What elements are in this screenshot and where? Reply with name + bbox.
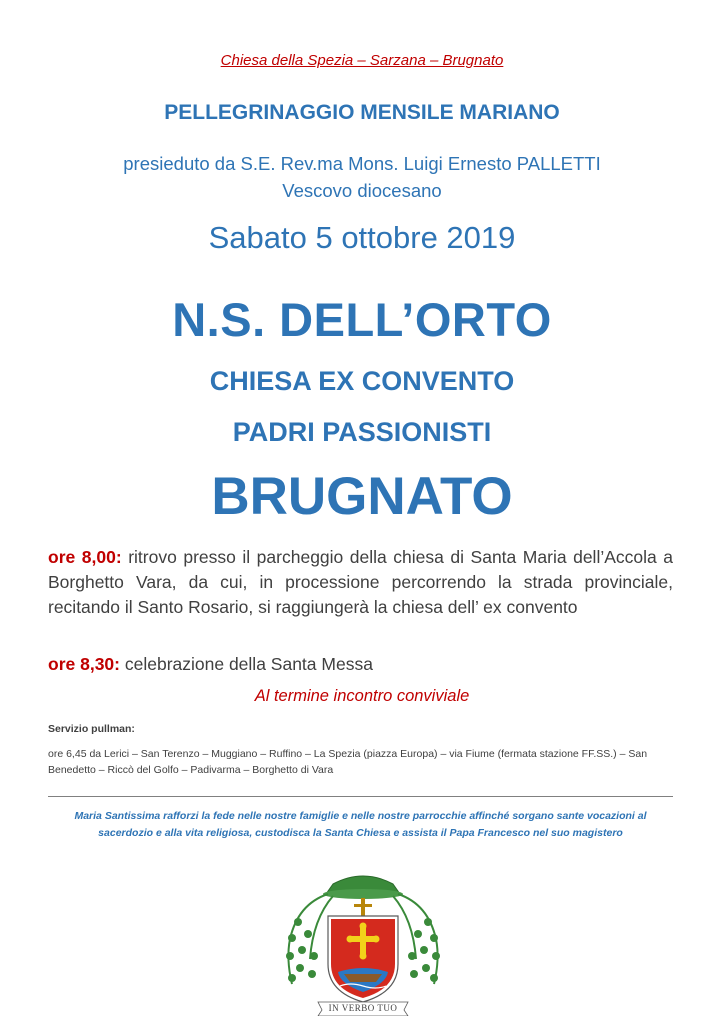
coat-motto: IN VERBO TUO bbox=[328, 1003, 398, 1013]
location-town: BRUGNATO bbox=[211, 467, 513, 526]
schedule-text: celebrazione della Santa Messa bbox=[124, 654, 373, 674]
prayer-text: Maria Santissima rafforzi la fede nelle nostre famiglie e nelle nostre parrocchie affinché sorgano sante vocazioni al sacerdozio e alla vita religiosa, custodisca la Santa Chiesa e assista il Papa Francesco nel suo magistero bbox=[74, 810, 647, 839]
bus-service-details: ore 6,45 da Lerici – San Terenzo – Muggiano – Ruffino – La Spezia (piazza Europa) – via Fiume (fermata stazione FF.SS.) – San Benedetto – Riccò del Golfo – Padivarma – Borghetto di Vara bbox=[48, 748, 648, 776]
location-line-1: CHIESA EX CONVENTO bbox=[209, 366, 515, 396]
schedule-item bbox=[48, 545, 673, 620]
location-line-2: PADRI PASSIONISTI bbox=[232, 417, 492, 447]
divider bbox=[48, 796, 673, 797]
event-title: PELLEGRINAGGIO MENSILE MARIANO bbox=[164, 101, 560, 124]
schedule-item bbox=[48, 652, 673, 677]
presided-line-2: Vescovo diocesano bbox=[282, 180, 442, 201]
dioceses-header: Chiesa della Spezia – Sarzana – Brugnato bbox=[220, 52, 504, 69]
location-name: N.S. DELL’ORTO bbox=[172, 293, 552, 346]
closing-note: Al termine incontro conviviale bbox=[254, 687, 470, 705]
schedule-text: ritrovo presso il parcheggio della chiesa di Santa Maria dell’Accola a Borghetto Vara, da cui, in processione percorrendo la strada provinciale, recitando il Santo Rosario, si raggiungerà la chiesa dell’ ex convento bbox=[48, 547, 673, 617]
presided-line-1: presieduto da S.E. Rev.ma Mons. Luigi Ernesto PALLETTI bbox=[123, 153, 601, 174]
schedule-time: ore 8,30: bbox=[48, 654, 120, 674]
bus-service-title: Servizio pullman: bbox=[48, 723, 135, 735]
schedule-time: ore 8,00: bbox=[48, 547, 122, 567]
presided-by bbox=[0, 150, 724, 204]
event-date: Sabato 5 ottobre 2019 bbox=[208, 220, 516, 255]
episcopal-coat-of-arms-icon bbox=[278, 864, 448, 1016]
